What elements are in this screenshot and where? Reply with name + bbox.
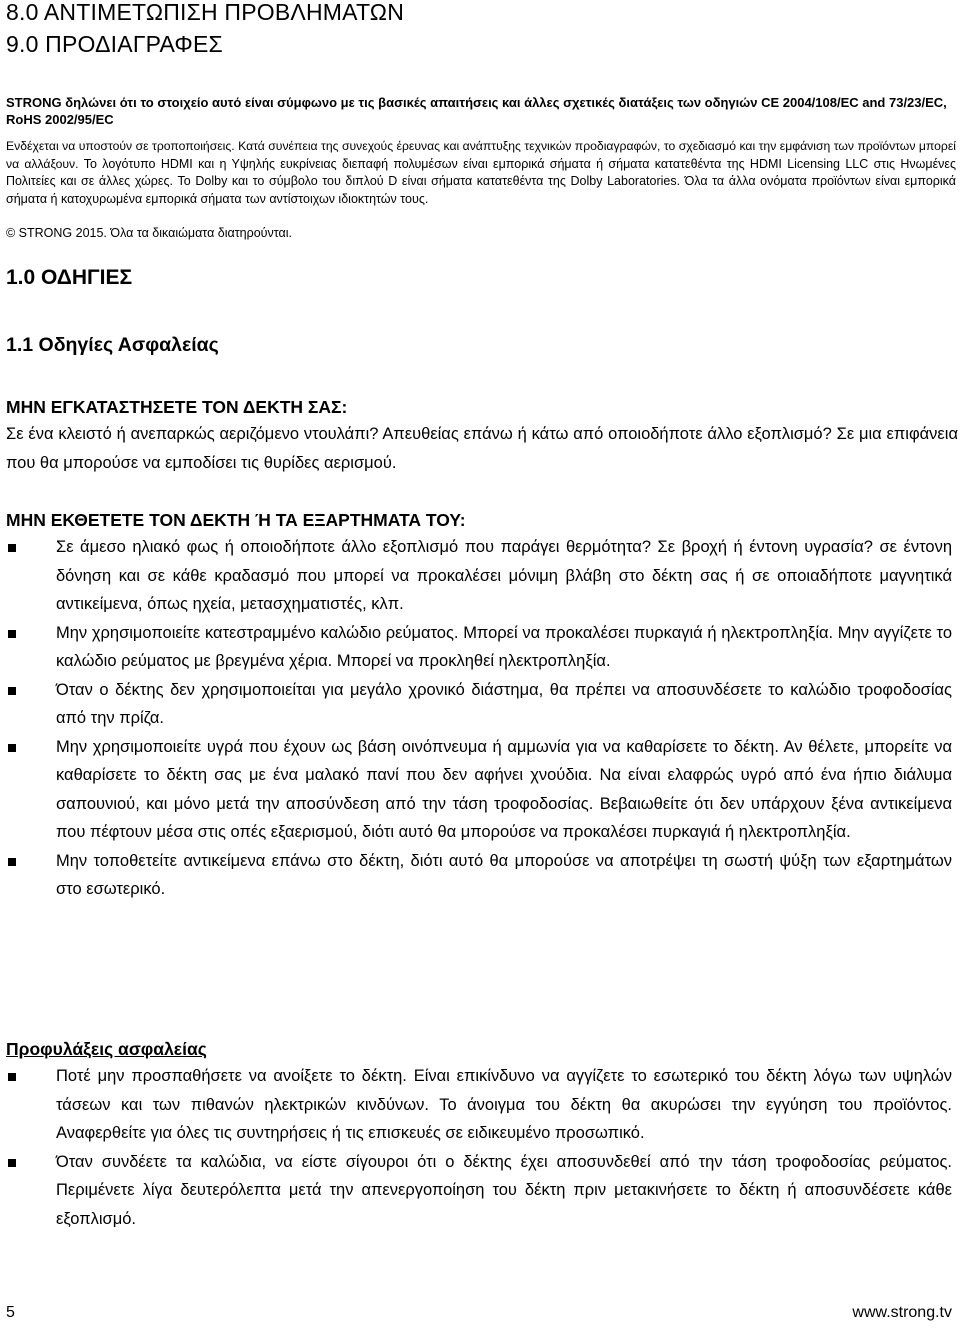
heading-specifications: 9.0 ΠΡΟΔΙΑΓΡΑΦΕΣ: [6, 31, 223, 57]
trademark-dolby: Το Dolby και το σύμβολο του διπλού D είναι σήματα κατατεθέντα της Dolby Laboratories.: [177, 174, 681, 188]
list-item: [6, 733, 952, 847]
list-item: [6, 533, 952, 619]
precautions-title: Προφυλάξεις ασφαλείας: [6, 1039, 207, 1059]
trademark-others: Όλα τα άλλα ονόματα προϊόντων είναι εμπορικά σήματα ή κατοχυρωμένα εμπορικά σήματα των αντίστοιχων ιδιοκτητών τους.: [6, 174, 956, 206]
install-warning-title: ΜΗΝ ΕΓΚΑΤΑΣΤΗΣΕΤΕ ΤΟΝ ΔΕΚΤΗ ΣΑΣ:: [6, 397, 348, 417]
list-item-text: Όταν συνδέετε τα καλώδια, να είστε σίγουροι ότι ο δέκτης έχει αποσυνδεθεί από την τάση τροφοδοσίας ρεύματος. Περιμένετε λίγα δευτερόλεπτα μετά την απενεργοποίηση του δέκτη πριν μετακινήσετε το δέκτη ή αποσυνδέσετε κάθε εξοπλισμό.: [56, 1152, 952, 1228]
copyright-notice: © STRONG 2015. Όλα τα δικαιώματα διατηρούνται.: [6, 226, 293, 240]
list-item: [6, 619, 952, 676]
heading-safety-instructions: 1.1 Οδηγίες Ασφαλείας: [6, 334, 219, 356]
square-bullet-icon: [8, 1159, 16, 1167]
list-item-text: Μην χρησιμοποιείτε υγρά που έχουν ως βάση οινόπνευμα ή αμμωνία για να καθαρίσετε το δέκτη. Αν θέλετε, μπορείτε να καθαρίσετε το δέκτη σας με ένα μαλακό πανί που δεν αφήνει χνούδια. Να είναι ελαφρώς υγρό από ένα ήπιο διάλυμα σαπουνιού, και μόνο μετά την αποσύνδεση από την τάση τροφοδοσίας. Βεβαιωθείτε ότι δεν υπάρχουν ξένα αντικείμενα που πέφτουν μέσα στις οπές εξαερισμού, διότι αυτό θα μπορούσε να προκαλέσει πυρκαγιά ή ηλεκτροπληξία.: [56, 737, 952, 841]
heading-instructions: 1.0 ΟΔΗΓΙΕΣ: [6, 266, 133, 289]
list-item-text: Ποτέ μην προσπαθήσετε να ανοίξετε το δέκτη. Είναι επικίνδυνο να αγγίζετε το εσωτερικό του δέκτη λόγω των υψηλών τάσεων και των πιθανών ηλεκτρικών κινδύνων. Το άνοιγμα του δέκτη θα ακυρώσει την εγγύηση του προϊόντος. Αναφερθείτε για όλες τις συντηρήσεις ή τις επισκευές σε ειδικευμένο προσωπικό.: [56, 1067, 952, 1142]
square-bullet-icon: [8, 744, 16, 752]
precautions-section: [6, 1039, 952, 1233]
square-bullet-icon: [8, 1073, 16, 1081]
exposure-warning-title: ΜΗΝ ΕΚΘΕΤΕΤΕ ΤΟΝ ΔΕΚΤΗ Ή ΤΑ ΕΞΑΡΤΗΜΑΤΑ ΤΟΥ:: [6, 510, 466, 530]
section-instructions: [6, 266, 132, 290]
footer-url: www.strong.tv: [852, 1304, 952, 1321]
list-item-text: Μην τοποθετείτε αντικείμενα επάνω στο δέκτη, διότι αυτό θα μπορούσε να αποτρέψει τη σωστή ψύξη των εξαρτημάτων στο εσωτερικό.: [56, 851, 952, 898]
page-number: 5: [6, 1304, 15, 1321]
list-item-text: Σε άμεσο ηλιακό φως ή οποιοδήποτε άλλο εξοπλισμό που παράγει θερμότητα? Σε βροχή ή έντονη υγρασία? σε έντονη δόνηση και σε κάθε κραδασμό που μπορεί να προκαλέσει μόνιμη βλάβη στο δέκτη σας ή σε οποιαδήποτε μαγνητικά αντικείμενα, όπως ηχεία, μετασχηματιστές, κλπ.: [56, 538, 952, 613]
list-item-text: Μην χρησιμοποιείτε κατεστραμμένο καλώδιο ρεύματος. Μπορεί να προκαλέσει πυρκαγιά ή ηλεκτροπληξία. Μην αγγίζετε το καλώδιο ρεύματος με βρεγμένα χέρια. Μπορεί να προκληθεί ηλεκτροπληξία.: [56, 623, 952, 670]
exposure-warning: [6, 510, 952, 904]
list-item: [6, 676, 952, 733]
install-warning-text: Σε ένα κλειστό ή ανεπαρκώς αεριζόμενο ντουλάπι? Απευθείας επάνω ή κάτω από οποιοδήποτε άλλο εξοπλισμό? Σε μια επιφάνεια που θα μπορούσε να εμποδίσει τις θυρίδες αερισμού.: [6, 425, 958, 472]
list-item: [6, 1148, 952, 1234]
list-item-text: Όταν ο δέκτης δεν χρησιμοποιείται για μεγάλο χρονικό διάστημα, θα πρέπει να αποσυνδέσετε το καλώδιο τροφοδοσίας από την πρίζα.: [56, 680, 952, 727]
exposure-warning-list: [6, 533, 952, 904]
precautions-list: [6, 1062, 952, 1233]
section-troubleshooting: [6, 0, 404, 26]
heading-troubleshooting: 8.0 ΑΝΤΙΜΕΤΩΠΙΣΗ ΠΡΟΒΛΗΜΑΤΩΝ: [6, 0, 405, 25]
section-safety: [6, 334, 219, 357]
square-bullet-icon: [8, 544, 16, 552]
section-specifications: [6, 30, 223, 58]
install-warning: [6, 397, 958, 477]
declaration-block: [6, 94, 956, 240]
list-item: [6, 1062, 952, 1148]
list-item: [6, 847, 952, 904]
trademark-hdmi: Το λογότυπο HDMI και η Υψηλής ευκρίνειας διεπαφή πολυμέσων είναι εμπορικά σήματα ή σήματα κατατεθέντα της HDMI Licensing LLC στις Ηνωμένες Πολιτείες και σε άλλες χώρες.: [6, 156, 956, 188]
square-bullet-icon: [8, 858, 16, 866]
square-bullet-icon: [8, 687, 16, 695]
changes-notice: [6, 138, 956, 208]
changes-lead: Ενδέχεται να υποστούν σε τροποποιήσεις. Κατά συνέπεια της συνεχούς έρευνας και ανάπτυξης τεχνικών προδιαγραφών, το σχεδιασμό και την εμφάνιση των προϊόντων μπορεί να αλλάξουν.: [6, 139, 956, 171]
conformity-statement: STRONG δηλώνει ότι το στοιχείο αυτό είναι σύμφωνο με τις βασικές απαιτήσεις και άλλες σχετικές διατάξεις των οδηγιών CE 2004/108/EC and 73/23/EC, RoHS 2002/95/EC: [6, 95, 947, 127]
square-bullet-icon: [8, 630, 16, 638]
